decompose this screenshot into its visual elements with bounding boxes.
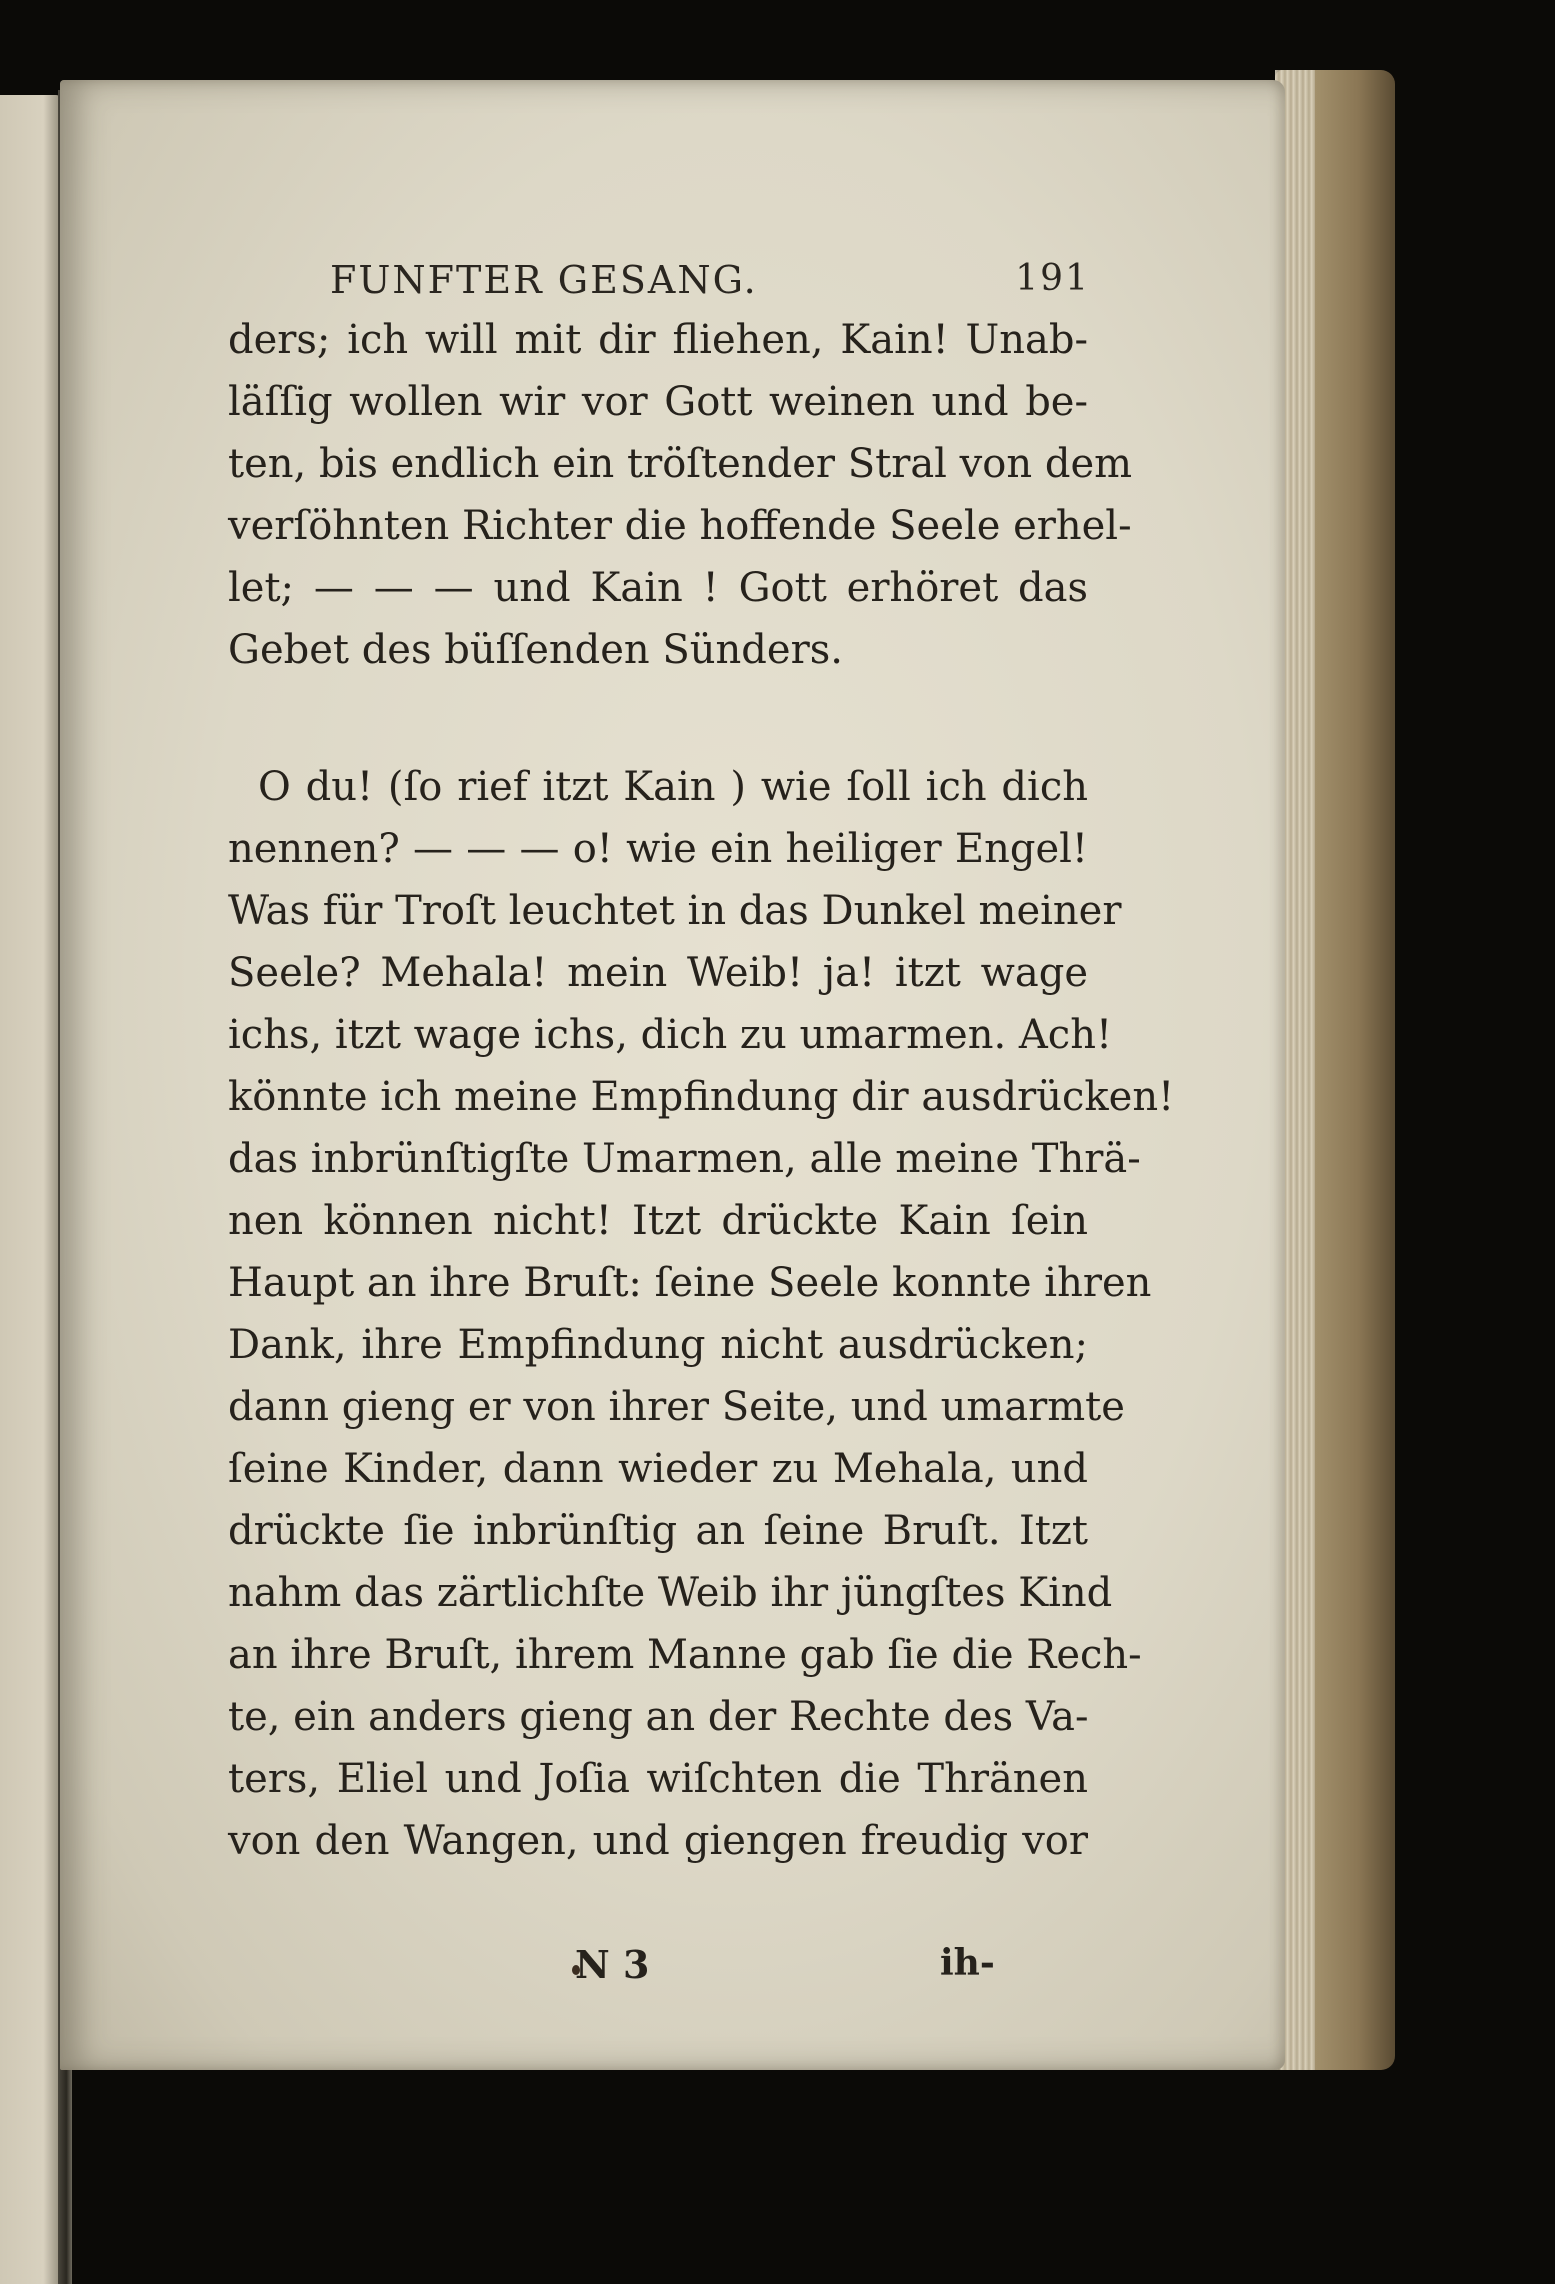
running-header bbox=[330, 258, 1090, 318]
text-line: das inbrünſtigſte Umarmen, alle meine Thrä- bbox=[228, 1136, 1141, 1182]
page-fore-edge bbox=[1275, 70, 1395, 2070]
text-line: ters, Eliel und Joſia wiſchten die Thränen bbox=[228, 1756, 1088, 1802]
text-line: dann gieng er von ihrer Seite, und umarmte bbox=[228, 1384, 1125, 1430]
text-line: O du! (ſo rief itzt Kain ) wie ſoll ich dich bbox=[258, 764, 1088, 810]
text-line: ſeine Kinder, dann wieder zu Mehala, und bbox=[228, 1446, 1088, 1492]
text-line: Haupt an ihre Bruſt: ſeine Seele konnte ihren bbox=[228, 1260, 1152, 1306]
text-line: nennen? — — — o! wie ein heiliger Engel! bbox=[228, 826, 1088, 872]
text-line: von den Wangen, und giengen freudig vor bbox=[228, 1818, 1088, 1864]
signature-mark: N 3 bbox=[575, 1942, 650, 1987]
facing-page-edge bbox=[0, 95, 62, 2284]
text-line: te, ein anders gieng an der Rechte des Va- bbox=[228, 1694, 1089, 1740]
text-line: let; — — — und Kain ! Gott erhöret das bbox=[228, 565, 1088, 611]
text-line: ichs, itzt wage ichs, dich zu umarmen. Ach! bbox=[228, 1012, 1113, 1058]
catchword: ih- bbox=[940, 1942, 995, 1984]
text-line: nahm das zärtlichſte Weib ihr jüngſtes Kind bbox=[228, 1570, 1113, 1616]
text-line: Was für Troſt leuchtet in das Dunkel meiner bbox=[228, 888, 1122, 934]
text-line: Gebet des büſſenden Sünders. bbox=[228, 627, 843, 673]
text-line: ders; ich will mit dir fliehen, Kain! Unab- bbox=[228, 317, 1088, 363]
text-line: an ihre Bruſt, ihrem Manne gab ſie die Rech- bbox=[228, 1632, 1142, 1678]
running-title: FUNFTER GESANG. bbox=[330, 258, 758, 302]
text-line: nen können nicht! Itzt drückte Kain ſein bbox=[228, 1198, 1088, 1244]
page-number: 191 bbox=[1015, 258, 1090, 299]
text-line: Seele? Mehala! mein Weib! ja! itzt wage bbox=[228, 950, 1088, 996]
text-line: läſſig wollen wir vor Gott weinen und be- bbox=[228, 379, 1088, 425]
text-line: verſöhnten Richter die hoffende Seele erhel- bbox=[228, 503, 1132, 549]
text-line: ten, bis endlich ein tröſtender Stral von dem bbox=[228, 441, 1133, 487]
text-line: Dank, ihre Empfindung nicht ausdrücken; bbox=[228, 1322, 1088, 1368]
book-page bbox=[60, 80, 1285, 2070]
text-line: drückte ſie inbrünſtig an ſeine Bruſt. Itzt bbox=[228, 1508, 1088, 1554]
text-line: könnte ich meine Empfindung dir ausdrücken! bbox=[228, 1074, 1175, 1120]
